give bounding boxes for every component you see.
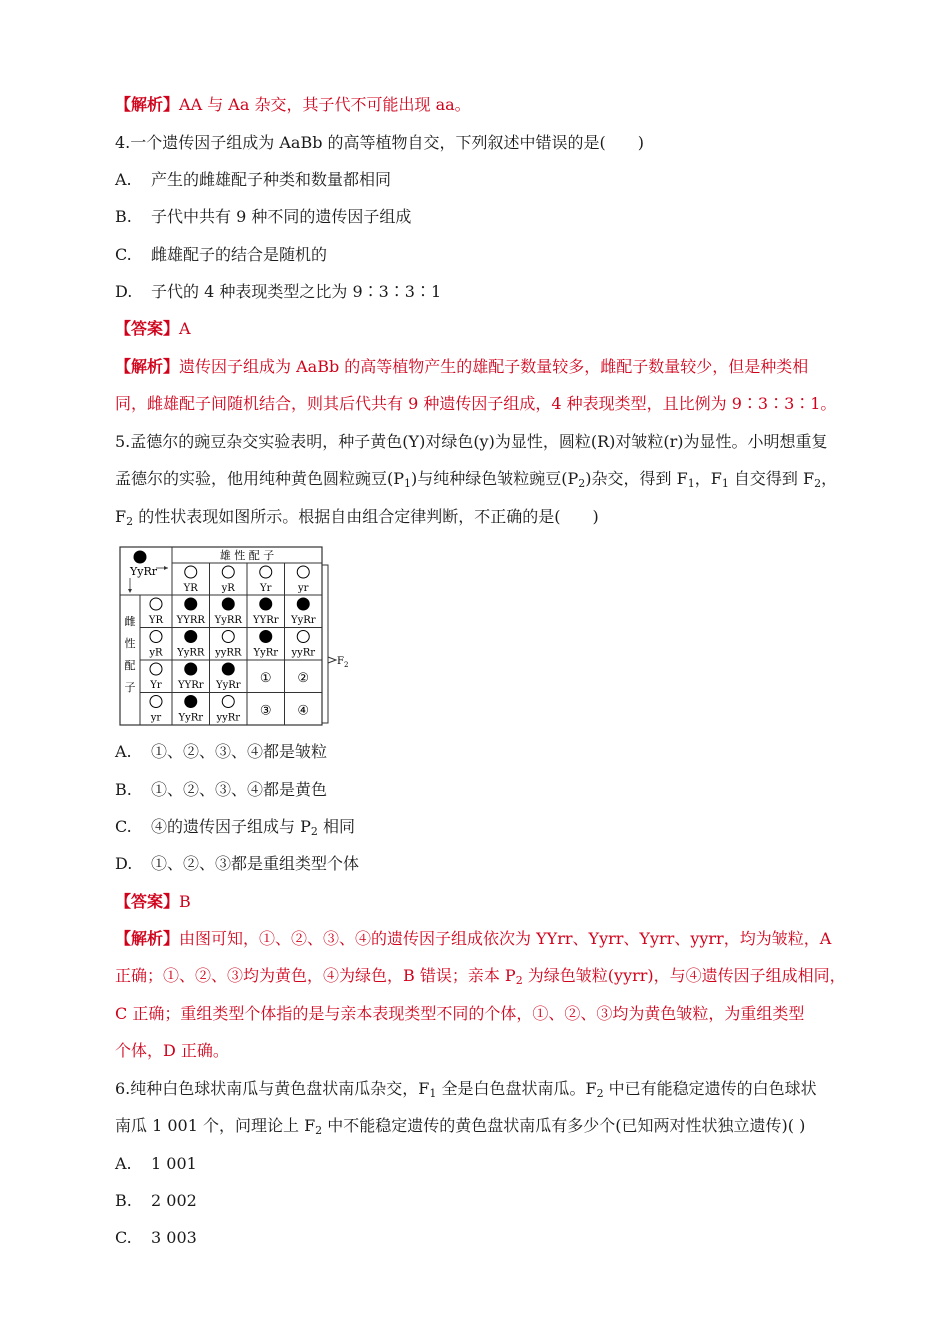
q3-analysis	[115, 95, 471, 115]
seed-icon	[297, 598, 309, 610]
gamete-circle-icon	[185, 566, 197, 578]
offspring-genotype: YyRr	[253, 647, 279, 659]
subscript: 2	[515, 974, 523, 987]
q5-option-c	[115, 817, 355, 837]
stem-part: )杂交，得到 F	[585, 469, 688, 488]
option-label: D.	[115, 854, 133, 873]
stem-part: )与纯种绿色皱粒豌豆(P	[411, 469, 579, 488]
male-gamete-label: yr	[298, 583, 309, 594]
seed-icon	[185, 696, 197, 708]
gamete-circle-icon	[150, 696, 162, 708]
gamete-circle-icon	[150, 598, 162, 610]
analysis-text: 正确；①、②、③均为黄色，④为绿色，B 错误；亲本 P	[115, 966, 516, 985]
offspring-unknown-label: ①	[259, 671, 272, 686]
offspring-unknown-label: ③	[259, 703, 272, 719]
q6-stem-line1	[115, 1079, 817, 1099]
q4-option-d	[115, 282, 441, 302]
q4-option-b	[115, 207, 411, 227]
seed-icon	[185, 663, 197, 675]
option-text: 3 003	[151, 1228, 197, 1247]
q6-stem-line2	[115, 1116, 805, 1136]
option-label: C.	[115, 1228, 132, 1247]
option-label: A.	[115, 170, 132, 189]
f2-bracket	[322, 565, 328, 723]
q4-analysis-line1	[115, 357, 808, 377]
female-gamete-label: yr	[150, 712, 162, 724]
punnett-square-diagram	[118, 545, 358, 727]
offspring-genotype: YYRr	[252, 615, 279, 626]
female-gametes-header: 配	[124, 659, 136, 672]
male-gametes-header: 雄 性 配 子	[219, 549, 275, 562]
arrow-right-head	[164, 566, 168, 570]
q5-option-b	[115, 780, 327, 800]
option-label: A.	[115, 1154, 132, 1173]
female-gametes-header: 雌	[124, 615, 136, 628]
parent-seed-icon	[134, 551, 147, 564]
offspring-genotype: YyRr	[178, 712, 204, 724]
gamete-circle-icon	[222, 566, 234, 578]
f2-bracket-tip	[328, 657, 336, 663]
subscript: 1	[687, 477, 695, 490]
offspring-genotype: YYRR	[176, 615, 205, 626]
option-text: 产生的雌雄配子种类和数量都相同	[151, 170, 392, 189]
q5-option-d	[115, 854, 359, 874]
female-gametes-header: 子	[124, 681, 136, 694]
offspring-genotype: YyRr	[290, 615, 316, 626]
q5-analysis-line4: 个体，D 正确。	[115, 1041, 229, 1060]
stem-part: 的性状表现如图所示。根据自由组合定律判断，不正确的是( )	[133, 507, 599, 526]
option-text: 1 001	[151, 1154, 197, 1173]
parent-genotype: YyRr	[130, 565, 158, 578]
q5-option-a	[115, 742, 327, 762]
subscript: 2	[578, 477, 586, 490]
subscript: 2	[310, 825, 318, 838]
option-text: 雌雄配子的结合是随机的	[151, 245, 328, 264]
subscript: 2	[814, 477, 822, 490]
subscript: 2	[126, 515, 134, 528]
seed-icon	[222, 663, 234, 675]
stem-part: F	[115, 507, 127, 526]
q5-analysis-line1	[115, 929, 831, 949]
analysis-text: 遗传因子组成为 AaBb 的高等植物产生的雄配子数量较多，雌配子数量较少，但是种类相	[179, 357, 809, 376]
gamete-circle-icon	[150, 631, 162, 643]
punnett-svg	[118, 545, 358, 727]
q4-stem: 4.一个遗传因子组成为 AaBb 的高等植物自交，下列叙述中错误的是( )	[115, 133, 645, 152]
male-gamete-label: YR	[183, 583, 198, 594]
option-label: B.	[115, 780, 132, 799]
option-text: ①、②、③、④都是皱粒	[151, 742, 328, 761]
offspring-genotype: yyRR	[215, 647, 242, 659]
option-text: ①、②、③、④都是黄色	[151, 780, 328, 799]
offspring-genotype: yyRr	[216, 712, 241, 724]
stem-part: ，F	[694, 469, 722, 488]
q4-option-a	[115, 170, 391, 190]
stem-part: 中不能稳定遗传的黄色盘状南瓜有多少个(已知两对性状独立遗传)( )	[322, 1116, 806, 1135]
arrow-down-head	[128, 589, 132, 593]
male-gamete-label: yR	[221, 583, 235, 594]
stem-part: 南瓜 1 001 个，问理论上 F	[115, 1116, 316, 1135]
q5-stem-line3	[115, 507, 599, 527]
f2-label-subscript: 2	[344, 661, 349, 669]
q4-analysis-line2: 同，雌雄配子间随机结合，则其后代共有 9 种遗传因子组成，4 种表现类型，且比例为 9∶3∶3∶1。	[115, 394, 837, 413]
q4-option-c	[115, 245, 327, 265]
offspring-genotype: YyRR	[214, 615, 242, 626]
q6-option-c	[115, 1228, 197, 1248]
q6-option-a	[115, 1154, 197, 1174]
subscript: 1	[721, 477, 729, 490]
analysis-text: 由图可知，①、②、③、④的遗传因子组成依次为 YYrr、Yyrr、Yyrr、yyrr，均为皱粒，A	[179, 929, 832, 948]
subscript: 2	[315, 1124, 323, 1137]
analysis-tag: 【解析】	[115, 929, 180, 948]
q5-analysis-line3: C 正确；重组类型个体指的是与亲本表现类型不同的个体，①、②、③均为黄色皱粒，为重组类型	[115, 1004, 805, 1023]
male-gamete-label: Yr	[260, 583, 272, 594]
option-label: B.	[115, 1191, 132, 1210]
q6-option-b	[115, 1191, 197, 1211]
answer-text: A	[179, 319, 191, 338]
subscript: 2	[596, 1087, 604, 1100]
option-text: ④的遗传因子组成与 P	[151, 817, 311, 836]
offspring-genotype: YyRR	[177, 647, 205, 659]
female-gamete-label: yR	[149, 647, 163, 659]
option-text: 相同	[317, 817, 355, 836]
gamete-circle-icon	[260, 566, 272, 578]
stem-part: 中已有能稳定遗传的白色球状	[603, 1079, 817, 1098]
f2-label: F	[337, 656, 344, 667]
q5-analysis-line2	[115, 966, 846, 986]
analysis-text: 为绿色皱粒(yyrr)，与④遗传因子组成相同，	[522, 966, 846, 985]
answer-tag: 【答案】	[115, 319, 180, 338]
q5-answer	[115, 892, 191, 912]
gamete-circle-icon	[150, 663, 162, 675]
seed-icon	[222, 631, 234, 643]
option-text: 子代的 4 种表现类型之比为 9∶3∶3∶1	[151, 282, 442, 301]
answer-tag: 【答案】	[115, 892, 180, 911]
offspring-unknown-label: ②	[297, 671, 310, 686]
female-gamete-label: Yr	[150, 680, 162, 691]
offspring-genotype: YYRr	[177, 680, 204, 691]
seed-icon	[185, 598, 197, 610]
option-text: ①、②、③都是重组类型个体	[151, 854, 360, 873]
stem-part: ，	[821, 469, 838, 488]
option-label: B.	[115, 207, 132, 226]
q5-stem-line2	[115, 469, 837, 489]
seed-icon	[260, 598, 272, 610]
option-label: C.	[115, 817, 132, 836]
option-text: 2 002	[151, 1191, 197, 1210]
seed-icon	[185, 631, 197, 643]
stem-part: 自交得到 F	[728, 469, 815, 488]
gamete-circle-icon	[297, 566, 309, 578]
option-text: 子代中共有 9 种不同的遗传因子组成	[151, 207, 412, 226]
female-gamete-label: YR	[148, 615, 164, 626]
q4-answer	[115, 319, 191, 339]
option-label: D.	[115, 282, 133, 301]
female-gametes-header: 性	[124, 637, 136, 650]
offspring-genotype: yyRr	[291, 647, 316, 659]
offspring-genotype: YyRr	[215, 680, 241, 691]
stem-part: 孟德尔的实验，他用纯种黄色圆粒豌豆(P	[115, 469, 405, 488]
seed-icon	[222, 696, 234, 708]
analysis-tag: 【解析】	[115, 95, 180, 114]
answer-text: B	[179, 892, 191, 911]
stem-part: 全是白色盘状南瓜。F	[436, 1079, 597, 1098]
analysis-text: AA 与 Aa 杂交，其子代不可能出现 aa。	[179, 95, 471, 114]
seed-icon	[297, 631, 309, 643]
seed-icon	[260, 631, 272, 643]
option-label: A.	[115, 742, 132, 761]
offspring-unknown-label: ④	[297, 703, 310, 719]
subscript: 1	[429, 1087, 437, 1100]
analysis-tag: 【解析】	[115, 357, 180, 376]
subscript: 1	[404, 477, 412, 490]
option-label: C.	[115, 245, 132, 264]
stem-part: 6.纯种白色球状南瓜与黄色盘状南瓜杂交，F	[115, 1079, 430, 1098]
seed-icon	[222, 598, 234, 610]
q5-stem-line1: 5.孟德尔的豌豆杂交实验表明，种子黄色(Y)对绿色(y)为显性，圆粒(R)对皱粒(r)为显性。小明想重复	[115, 432, 828, 451]
